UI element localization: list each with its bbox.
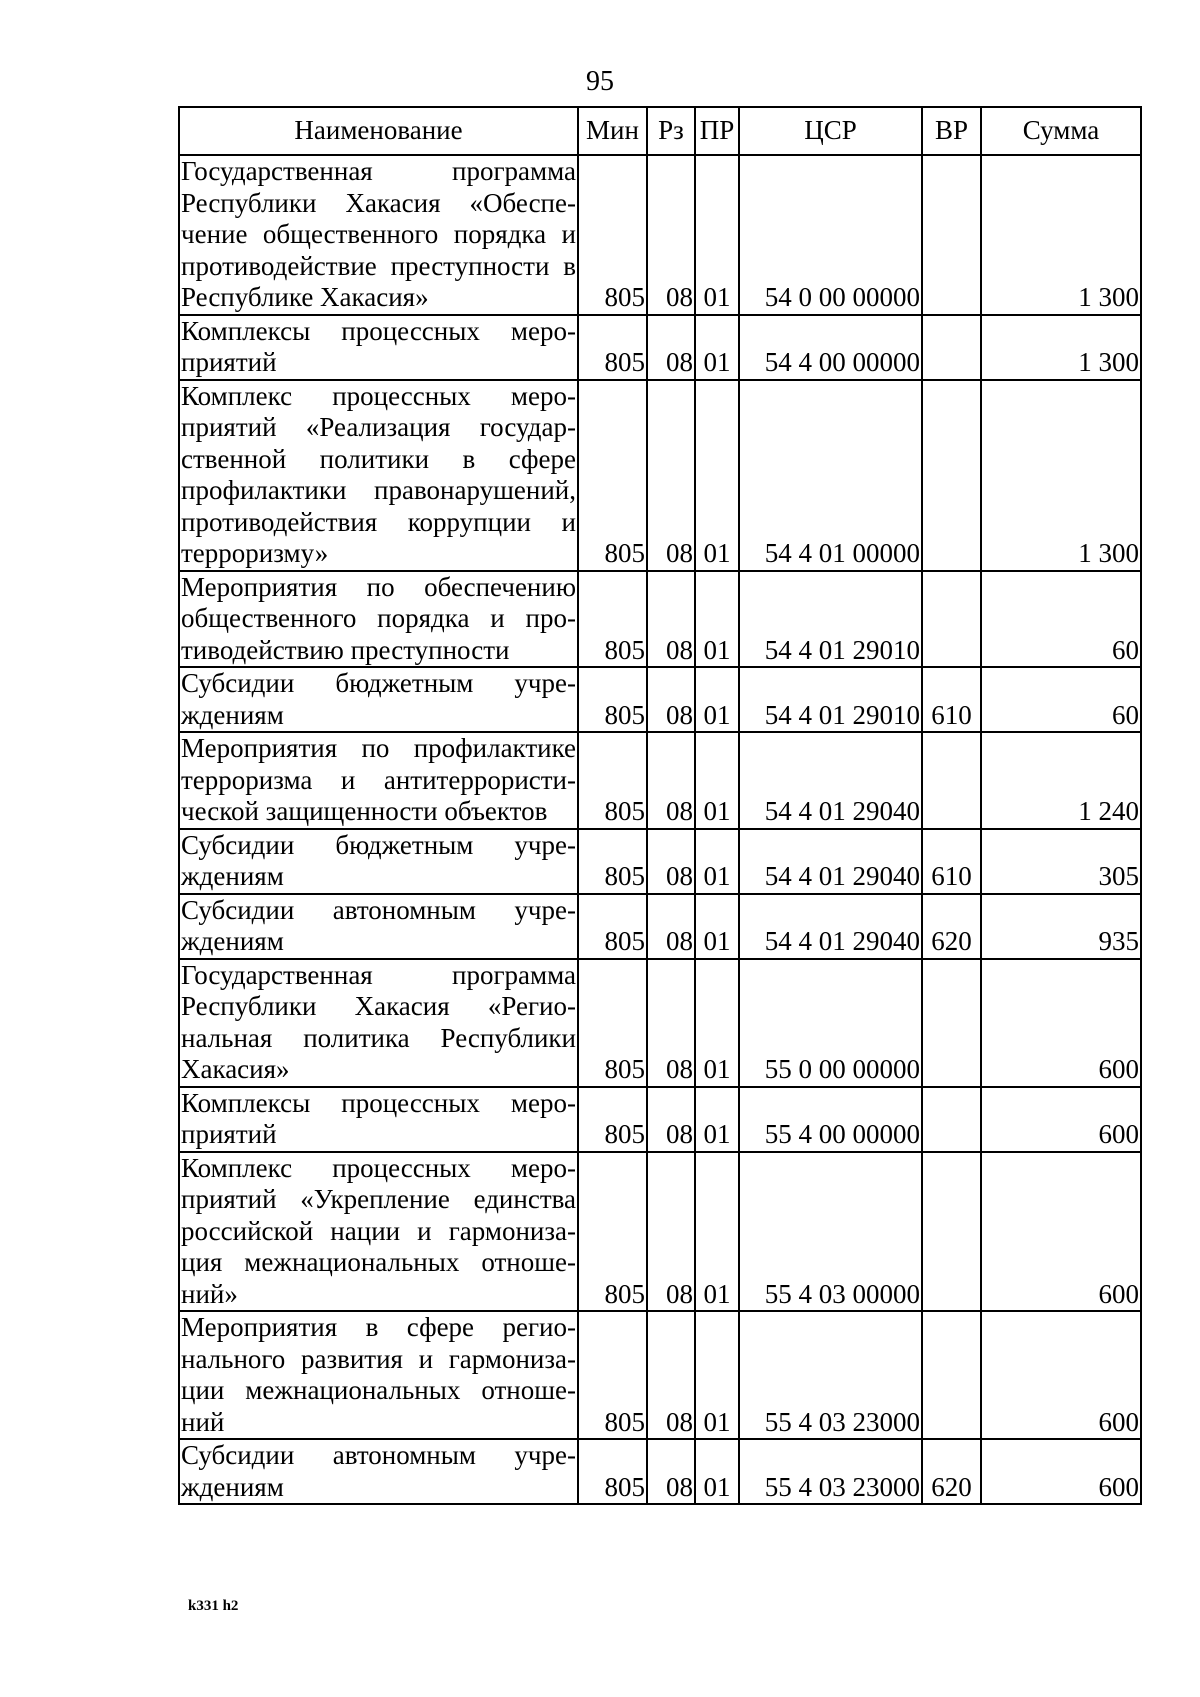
cell-vr — [922, 1152, 981, 1312]
cell-rz: 08 — [647, 380, 695, 571]
cell-min: 805 — [578, 1311, 647, 1439]
cell-vr — [922, 732, 981, 829]
header-row — [179, 107, 1141, 155]
cell-rz: 08 — [647, 894, 695, 959]
cell-sum: 305 — [981, 829, 1141, 894]
cell-pr: 01 — [695, 1152, 739, 1312]
header-rz: Рз — [647, 107, 695, 155]
cell-sum: 1 300 — [981, 315, 1141, 380]
cell-csr: 54 4 01 00000 — [739, 380, 922, 571]
cell-rz: 08 — [647, 1439, 695, 1504]
cell-sum: 60 — [981, 667, 1141, 732]
cell-vr — [922, 959, 981, 1087]
table-row — [179, 667, 1141, 732]
cell-min: 805 — [578, 571, 647, 668]
cell-name: Комплекс процессных мероприятий «Реализация государственной политики в сфере профилактики правонарушений, противодействия коррупции и терроризму» — [179, 380, 578, 571]
cell-rz: 08 — [647, 155, 695, 315]
cell-vr — [922, 571, 981, 668]
cell-name: Мероприятия по профилактике терроризма и антитеррористической защищенности объектов — [179, 732, 578, 829]
cell-rz: 08 — [647, 732, 695, 829]
cell-csr: 54 4 00 00000 — [739, 315, 922, 380]
table-row — [179, 1311, 1141, 1439]
header-sum: Сумма — [981, 107, 1141, 155]
table-row — [179, 155, 1141, 315]
cell-min: 805 — [578, 380, 647, 571]
cell-min: 805 — [578, 829, 647, 894]
cell-vr: 620 — [922, 1439, 981, 1504]
cell-pr: 01 — [695, 571, 739, 668]
header-name: Наименование — [179, 107, 578, 155]
table-row — [179, 1087, 1141, 1152]
cell-name: Субсидии бюджетным учреждениям — [179, 829, 578, 894]
cell-min: 805 — [578, 1439, 647, 1504]
cell-name: Субсидии автономным учреждениям — [179, 894, 578, 959]
cell-vr — [922, 1087, 981, 1152]
table-row — [179, 380, 1141, 571]
cell-csr: 54 4 01 29040 — [739, 894, 922, 959]
cell-min: 805 — [578, 732, 647, 829]
header-pr: ПР — [695, 107, 739, 155]
cell-min: 805 — [578, 667, 647, 732]
cell-pr: 01 — [695, 829, 739, 894]
cell-sum: 600 — [981, 1087, 1141, 1152]
cell-name: Субсидии автономным учреждениям — [179, 1439, 578, 1504]
cell-sum: 600 — [981, 1439, 1141, 1504]
cell-min: 805 — [578, 1087, 647, 1152]
cell-rz: 08 — [647, 829, 695, 894]
cell-pr: 01 — [695, 315, 739, 380]
cell-sum: 600 — [981, 1311, 1141, 1439]
cell-name: Субсидии бюджетным учреждениям — [179, 667, 578, 732]
cell-sum: 600 — [981, 1152, 1141, 1312]
cell-pr: 01 — [695, 959, 739, 1087]
cell-csr: 54 4 01 29010 — [739, 571, 922, 668]
cell-rz: 08 — [647, 959, 695, 1087]
cell-name: Государственная программа Республики Хакасия «Региональная политика Республики Хакасия» — [179, 959, 578, 1087]
cell-name: Мероприятия по обеспечению общественного порядка и противодействию преступности — [179, 571, 578, 668]
cell-sum: 600 — [981, 959, 1141, 1087]
page-number: 95 — [586, 66, 614, 97]
cell-csr: 54 4 01 29040 — [739, 829, 922, 894]
table-header — [179, 107, 1141, 155]
budget-table — [178, 106, 1142, 1505]
table-row — [179, 894, 1141, 959]
cell-name: Комплексы процессных мероприятий — [179, 315, 578, 380]
cell-min: 805 — [578, 959, 647, 1087]
cell-csr: 55 4 03 23000 — [739, 1311, 922, 1439]
cell-pr: 01 — [695, 1087, 739, 1152]
cell-vr — [922, 1311, 981, 1439]
cell-csr: 54 4 01 29010 — [739, 667, 922, 732]
header-min: Мин — [578, 107, 647, 155]
cell-name: Комплексы процессных мероприятий — [179, 1087, 578, 1152]
cell-rz: 08 — [647, 571, 695, 668]
cell-name: Государственная программа Республики Хакасия «Обеспечение общественного порядка и противодействие преступности в Республике Хакасия» — [179, 155, 578, 315]
cell-csr: 55 4 03 23000 — [739, 1439, 922, 1504]
cell-min: 805 — [578, 155, 647, 315]
cell-vr: 610 — [922, 829, 981, 894]
cell-vr — [922, 315, 981, 380]
cell-rz: 08 — [647, 1311, 695, 1439]
cell-csr: 55 4 03 00000 — [739, 1152, 922, 1312]
cell-csr: 55 4 00 00000 — [739, 1087, 922, 1152]
cell-sum: 935 — [981, 894, 1141, 959]
table-row — [179, 829, 1141, 894]
cell-pr: 01 — [695, 155, 739, 315]
table-row — [179, 315, 1141, 380]
cell-rz: 08 — [647, 1152, 695, 1312]
footer-code: k331 h2 — [188, 1598, 239, 1614]
cell-vr: 610 — [922, 667, 981, 732]
cell-pr: 01 — [695, 1439, 739, 1504]
cell-csr: 54 4 01 29040 — [739, 732, 922, 829]
table-body — [179, 155, 1141, 1504]
cell-sum: 1 300 — [981, 380, 1141, 571]
cell-pr: 01 — [695, 380, 739, 571]
cell-rz: 08 — [647, 667, 695, 732]
cell-vr — [922, 380, 981, 571]
table-row — [179, 1152, 1141, 1312]
cell-sum: 1 240 — [981, 732, 1141, 829]
cell-sum: 60 — [981, 571, 1141, 668]
cell-pr: 01 — [695, 1311, 739, 1439]
cell-rz: 08 — [647, 1087, 695, 1152]
cell-pr: 01 — [695, 667, 739, 732]
cell-rz: 08 — [647, 315, 695, 380]
cell-sum: 1 300 — [981, 155, 1141, 315]
table-row — [179, 959, 1141, 1087]
cell-min: 805 — [578, 894, 647, 959]
cell-min: 805 — [578, 1152, 647, 1312]
table-row — [179, 1439, 1141, 1504]
cell-csr: 54 0 00 00000 — [739, 155, 922, 315]
header-vr: ВР — [922, 107, 981, 155]
table-row — [179, 571, 1141, 668]
cell-pr: 01 — [695, 894, 739, 959]
cell-vr: 620 — [922, 894, 981, 959]
table-row — [179, 732, 1141, 829]
cell-min: 805 — [578, 315, 647, 380]
cell-pr: 01 — [695, 732, 739, 829]
cell-vr — [922, 155, 981, 315]
cell-name: Мероприятия в сфере регионального развития и гармонизации межнациональных отношений — [179, 1311, 578, 1439]
cell-csr: 55 0 00 00000 — [739, 959, 922, 1087]
header-csr: ЦСР — [739, 107, 922, 155]
cell-name: Комплекс процессных мероприятий «Укрепление единства российской нации и гармонизация межнациональных отношений» — [179, 1152, 578, 1312]
